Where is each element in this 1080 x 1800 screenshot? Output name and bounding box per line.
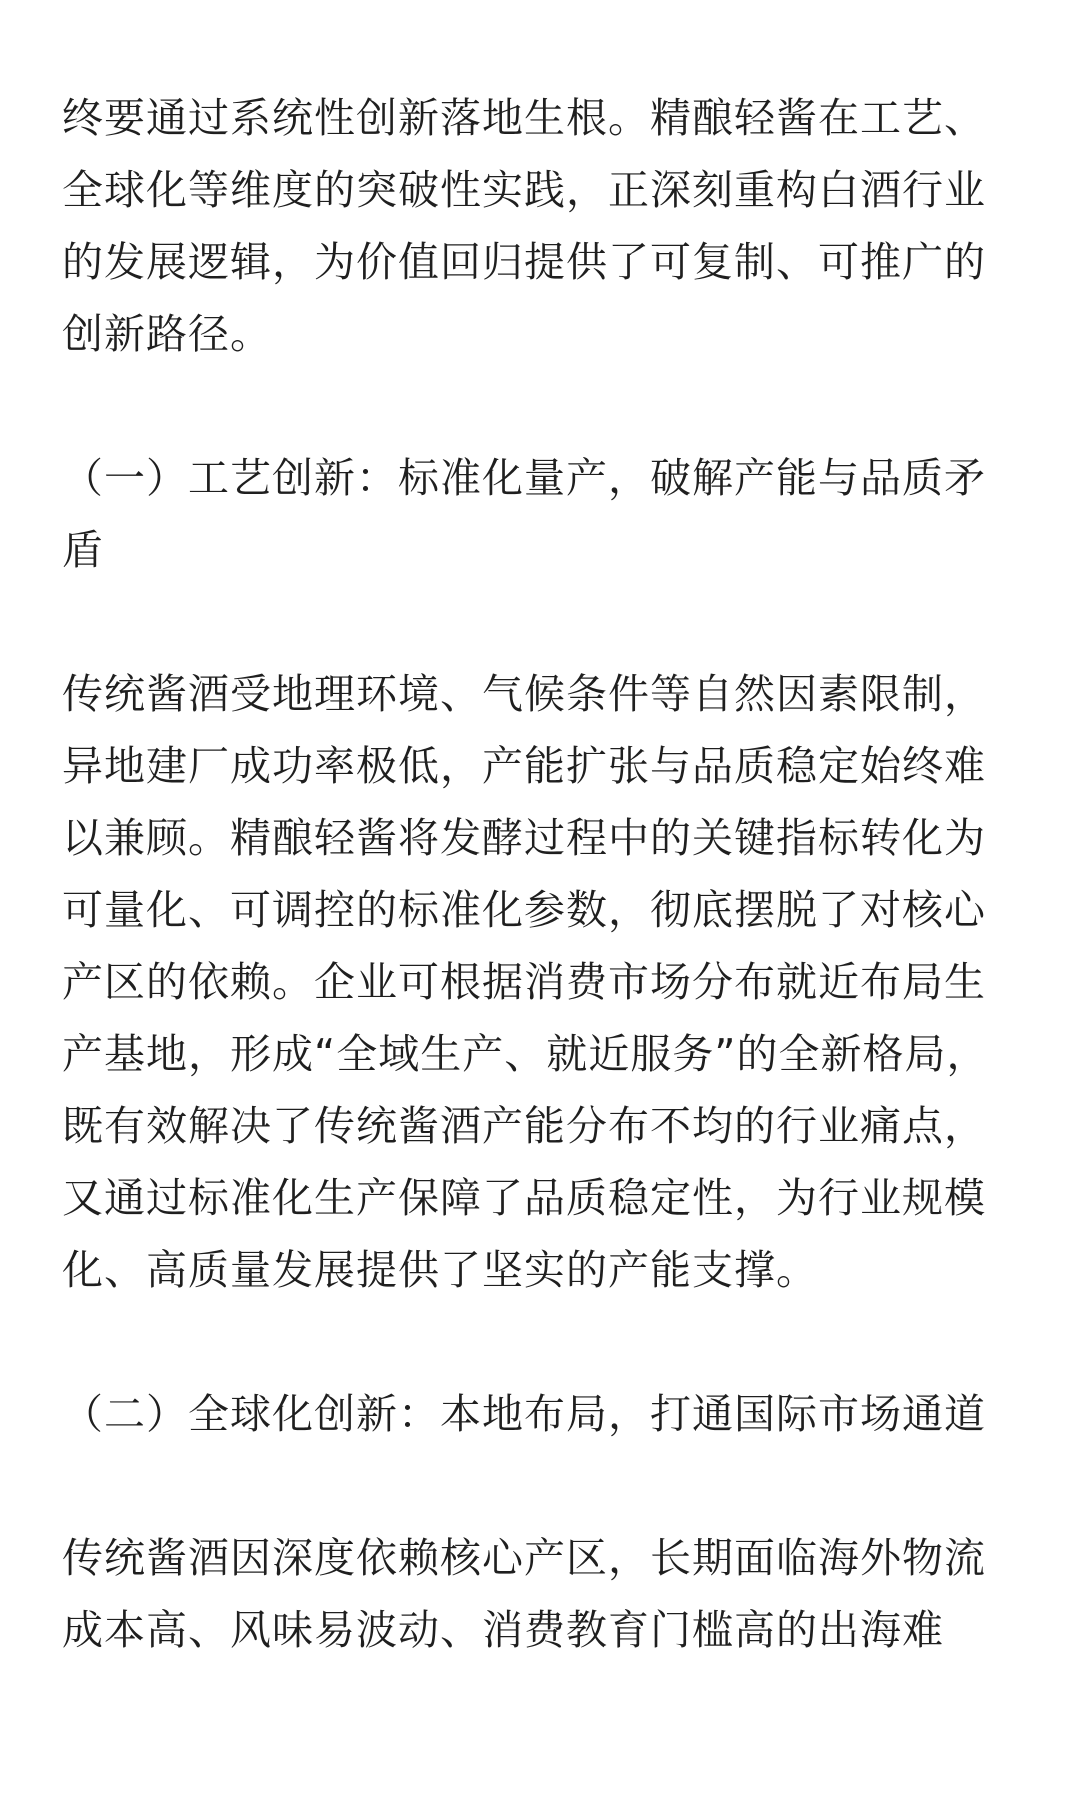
paragraph-globalization-innovation: 传统酱酒因深度依赖核心产区，长期面临海外物流 成本高、风味易波动、消费教育门槛高的出海难 [62,1534,986,1654]
article-body [62,82,1022,1666]
section-heading-craft-innovation: （一）工艺创新：标准化量产，破解产能与品质矛 盾 [62,454,986,574]
paragraph-craft-innovation: 传统酱酒受地理环境、气候条件等自然因素限制， 异地建厂成功率极低，产能扩张与品质稳定始终难 以兼顾。精酿轻酱将发酵过程中的关键指标转化为 可量化、可调控的标准化参数，彻底摆脱了对核心 产区的依赖。企业可根据消费市场分布就近布局生 产基地，形成“全域生产、就近服务”的全新格局， 既有效解决了传统酱酒产能分布不均的行业痛点， 又通过标准化生产保障了品质稳定性，为行业规模 化、高质量发展提供了坚实的产能支撑。 [62,670,989,1294]
paragraph-gap [62,586,1022,658]
paragraph-intro-continuation: 终要通过系统性创新落地生根。精酿轻酱在工艺、 全球化等维度的突破性实践，正深刻重构白酒行业 的发展逻辑，为价值回归提供了可复制、可推广的 创新路径。 [62,94,986,358]
section-heading-globalization-innovation: （二）全球化创新：本地布局，打通国际市场通道 [62,1390,986,1438]
paragraph-gap [62,1450,1022,1522]
paragraph-gap [62,370,1022,442]
paragraph-gap [62,1306,1022,1378]
